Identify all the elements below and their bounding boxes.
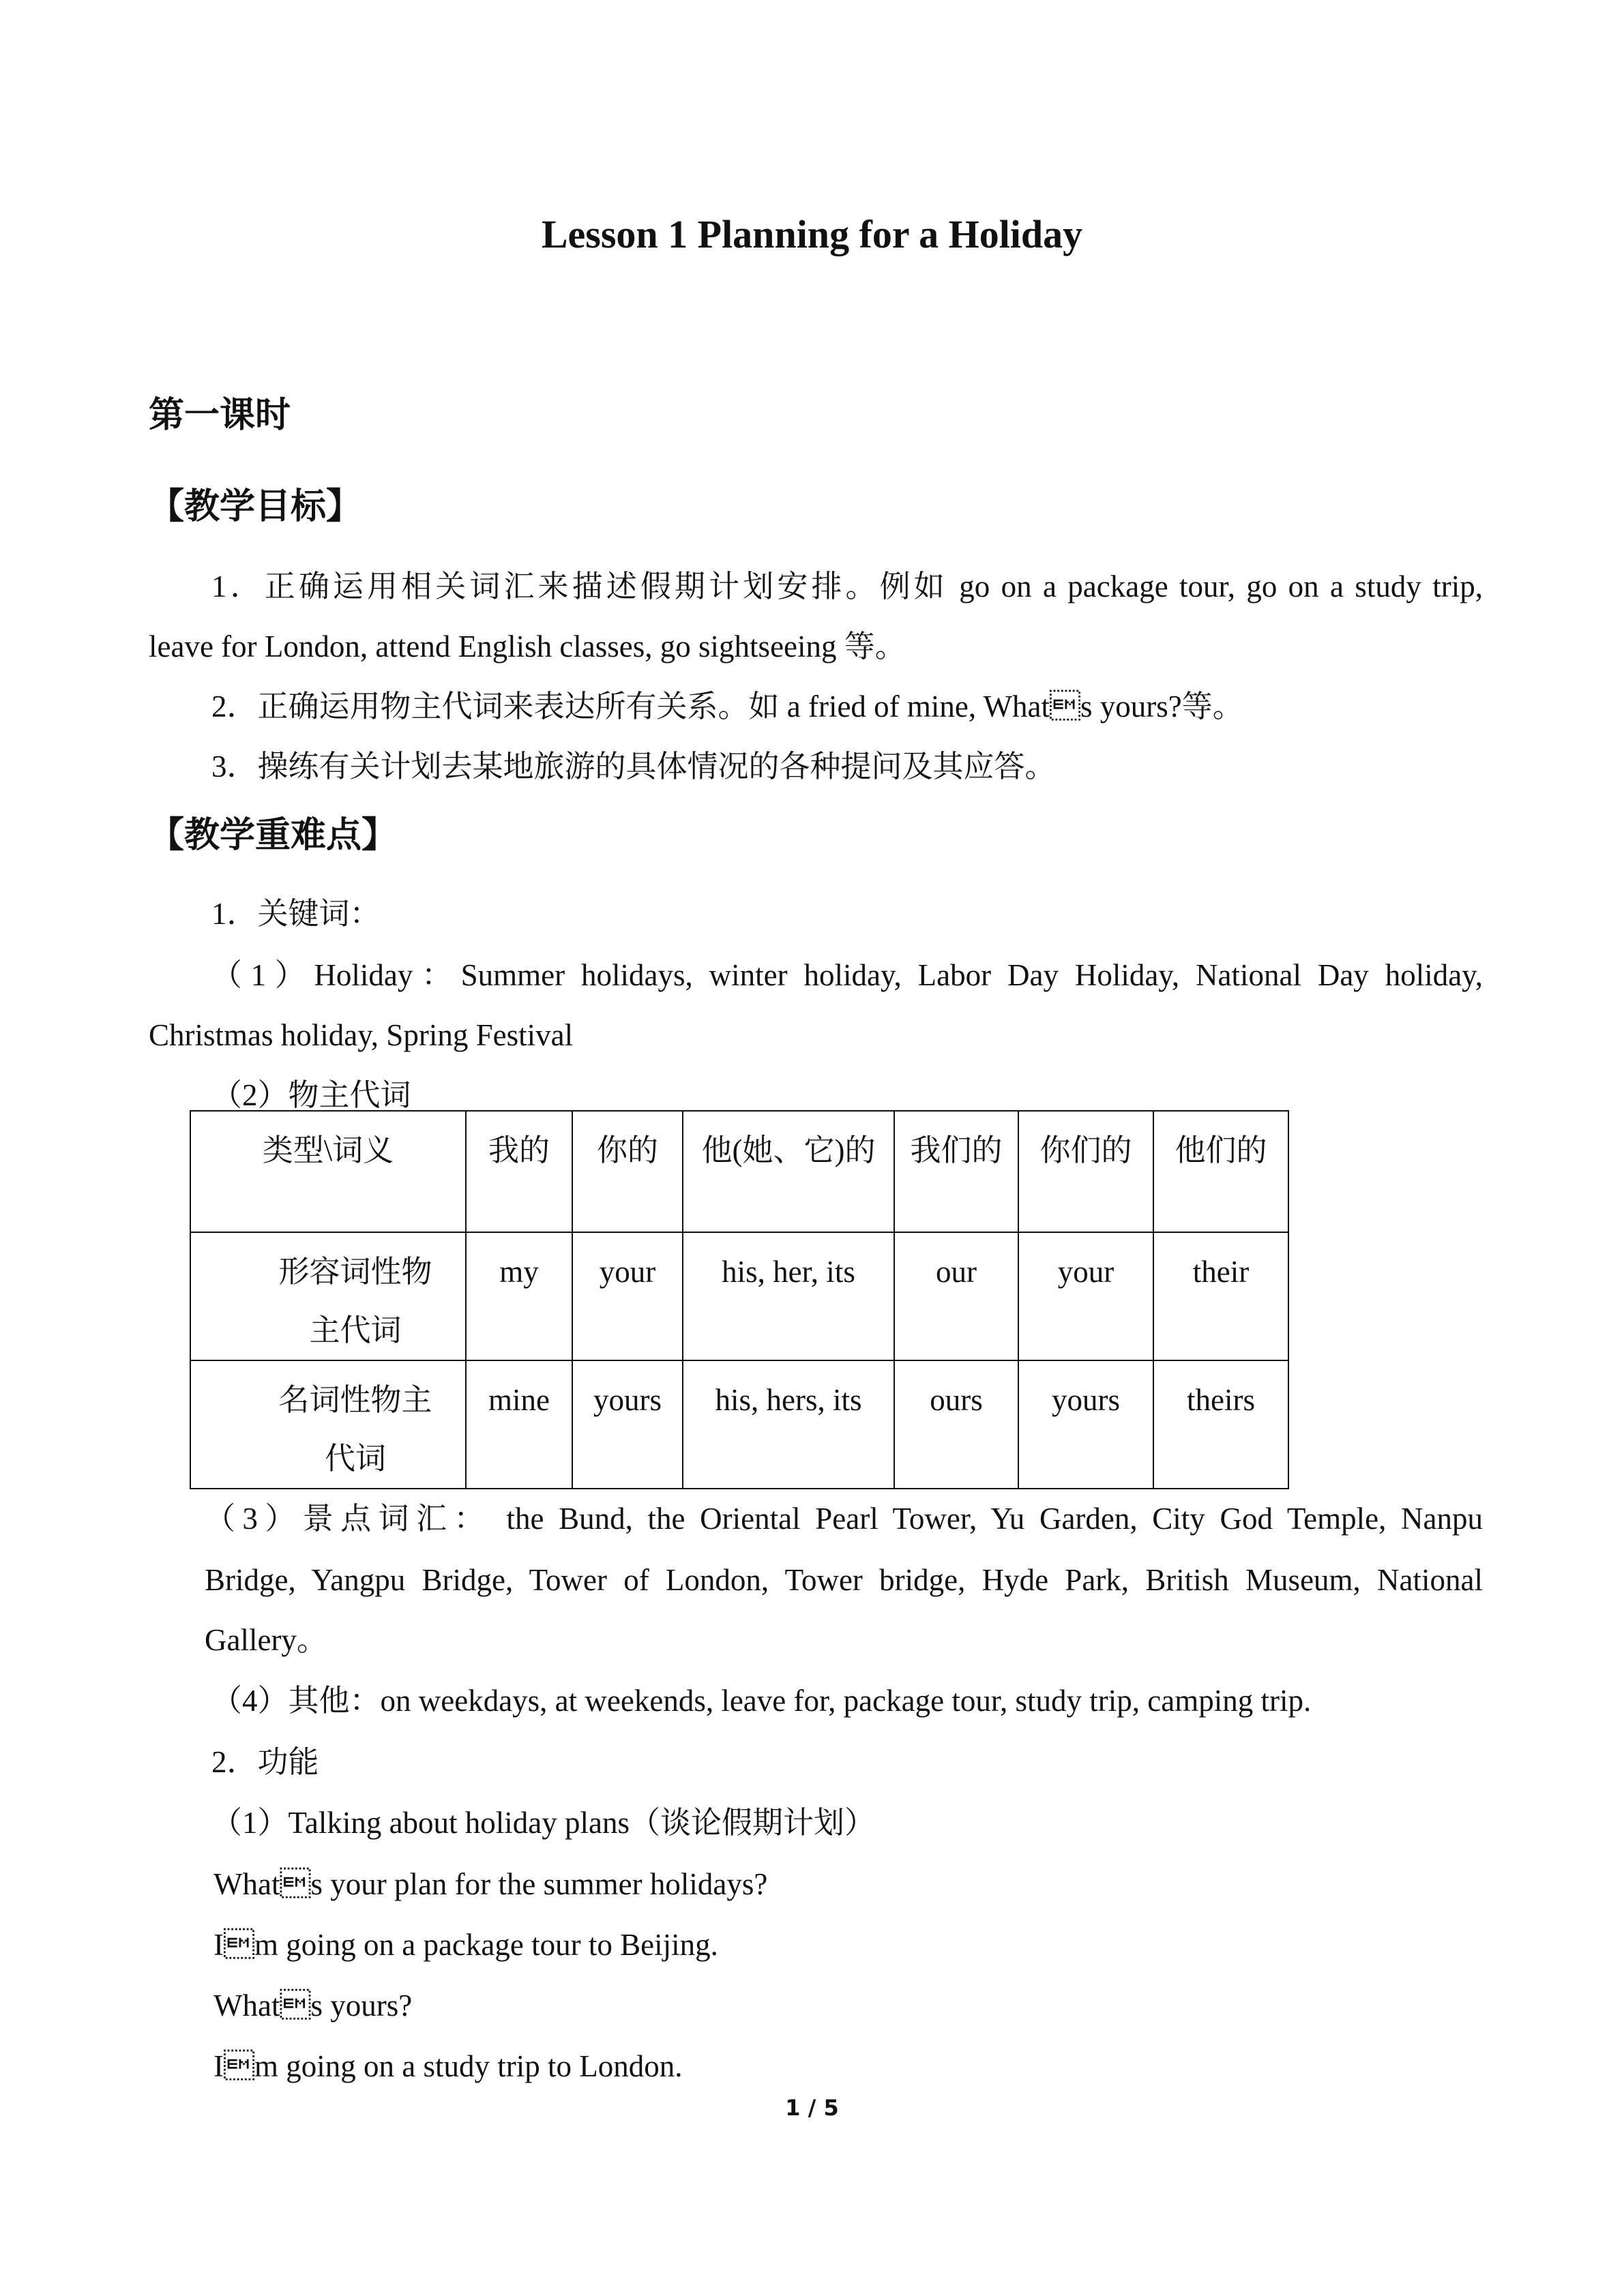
- table-cell: 你的: [572, 1111, 683, 1232]
- table-cell: 你们的: [1018, 1111, 1153, 1232]
- objective-2: 2．正确运用物主代词来表达所有关系。如 a fried of mine, Whats yours?等。: [211, 689, 1243, 724]
- table-cell: his, hers, its: [683, 1360, 894, 1489]
- table-cell: 我的: [466, 1111, 572, 1232]
- dialog-line: Whats yours?: [213, 1988, 413, 2023]
- objectives-heading: 【教学目标】: [149, 486, 362, 527]
- table-cell: 他(她、它)的: [683, 1111, 894, 1232]
- table-cell: 类型\词义: [190, 1111, 466, 1232]
- holiday-line-2: Christmas holiday, Spring Festival: [149, 1018, 574, 1052]
- table-cell: 他们的: [1153, 1111, 1288, 1232]
- dialog-line: Im going on a package tour to Beijing.: [213, 1928, 718, 1962]
- sights-line-1: （3）景点词汇： the Bund, the Oriental Pearl Tower, Yu Garden, City God Temple, Nanpu: [205, 1502, 1483, 1536]
- table-row: [190, 1111, 1288, 1232]
- function-1: （1）Talking about holiday plans（谈论假期计划）: [211, 1806, 876, 1840]
- table-cell: my: [466, 1232, 572, 1360]
- key-words-label: 1．关键词：: [211, 897, 381, 931]
- objective-3: 3．操练有关计划去某地旅游的具体情况的各种提问及其应答。: [211, 749, 1056, 784]
- holiday-line-1: （1）Holiday：Summer holidays, winter holiday, Labor Day Holiday, National Day holiday,: [211, 958, 1483, 992]
- others-line: （4）其他：on weekdays, at weekends, leave for, package tour, study trip, camping trip.: [211, 1684, 1312, 1718]
- table-cell: ours: [894, 1360, 1018, 1489]
- dialog-line: Whats your plan for the summer holidays?: [213, 1867, 768, 1901]
- table-row: [190, 1232, 1288, 1360]
- table-cell: mine: [466, 1360, 572, 1489]
- page-number: 1 / 5: [785, 2095, 839, 2121]
- table-cell: your: [1018, 1232, 1153, 1360]
- period-heading: 第一课时: [149, 395, 291, 436]
- table-cell: 我们的: [894, 1111, 1018, 1232]
- table-row: [190, 1360, 1288, 1489]
- table-cell: his, her, its: [683, 1232, 894, 1360]
- table-cell: your: [572, 1232, 683, 1360]
- table-cell: 形容词性物主代词: [190, 1232, 466, 1360]
- pronoun-label: （2）物主代词: [211, 1078, 411, 1112]
- dialog-line: Im going on a study trip to London.: [213, 2049, 683, 2083]
- table-cell: theirs: [1153, 1360, 1288, 1489]
- key-points-heading: 【教学重难点】: [149, 815, 398, 856]
- sights-line-3: Gallery。: [205, 1623, 327, 1657]
- table-cell: their: [1153, 1232, 1288, 1360]
- objective-1-line-1: 1．正确运用相关词汇来描述假期计划安排。例如 go on a package tour, go on a study trip,: [211, 569, 1483, 603]
- function-label: 2．功能: [211, 1745, 319, 1779]
- pronoun-table: [190, 1110, 1289, 1489]
- table-cell: yours: [572, 1360, 683, 1489]
- sights-line-2: Bridge, Yangpu Bridge, Tower of London, Tower bridge, Hyde Park, British Museum, National: [205, 1563, 1483, 1597]
- lesson-title: Lesson 1 Planning for a Holiday: [541, 212, 1083, 256]
- objective-1-line-2: leave for London, attend English classes, go sightseeing 等。: [149, 629, 906, 664]
- table-cell: yours: [1018, 1360, 1153, 1489]
- table-cell: 名词性物主代词: [190, 1360, 466, 1489]
- table-cell: our: [894, 1232, 1018, 1360]
